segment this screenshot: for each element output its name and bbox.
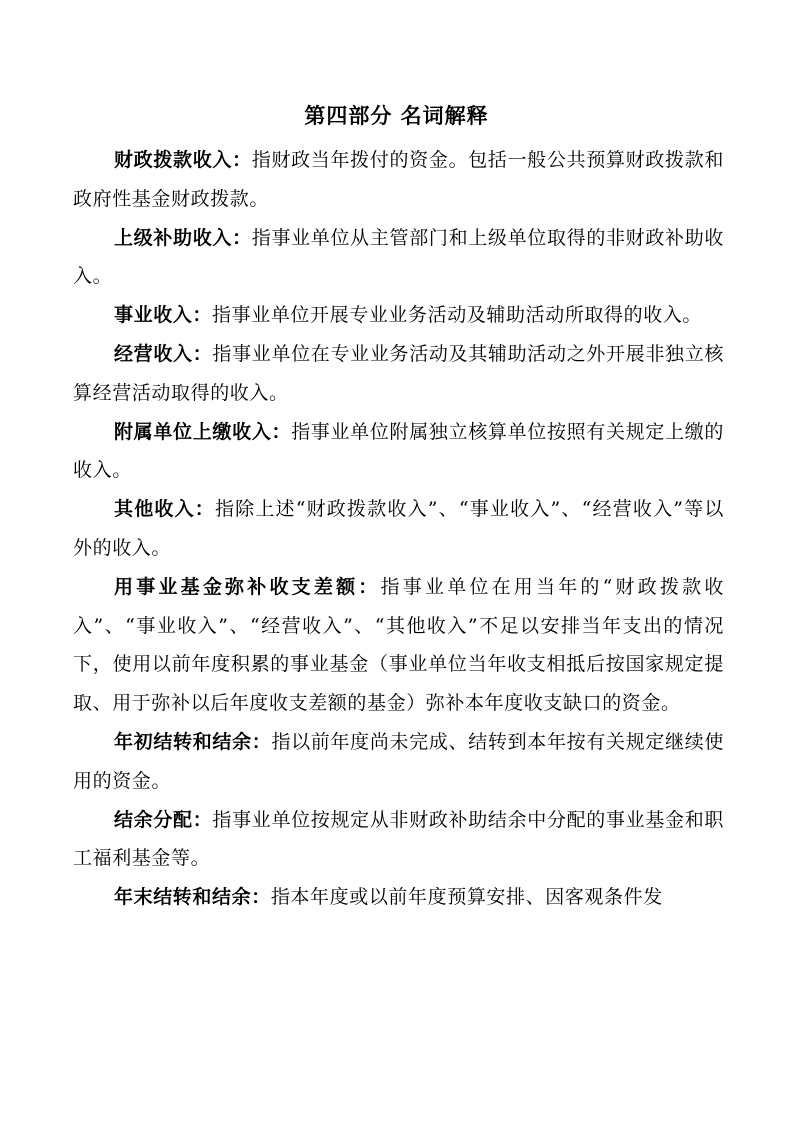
entry-term: 附属单位上缴收入：	[114, 420, 292, 443]
entry-term: 经营收入：	[114, 342, 213, 365]
glossary-entry	[73, 141, 724, 219]
glossary-entry	[73, 296, 724, 335]
page-title: 第四部分 名词解释	[304, 104, 489, 128]
entry-definition: 指事业单位附属独立核算单位按照有关规定上缴的收入。	[73, 420, 724, 482]
entry-definition: 指事业单位开展专业业务活动及辅助活动所取得的收入。	[212, 304, 703, 327]
entry-term: 结余分配：	[114, 808, 213, 831]
glossary-entry	[73, 413, 724, 491]
glossary-entry	[73, 219, 724, 297]
glossary-entry	[73, 490, 724, 568]
entry-term: 财政拨款收入：	[114, 149, 252, 171]
entry-definition: 指以前年度尚未完成、结转到本年按有关规定继续使用的资金。	[73, 730, 724, 792]
entry-term: 年初结转和结余：	[114, 730, 272, 753]
entry-term: 用事业基金弥补收支差额：	[114, 575, 381, 598]
entry-term: 上级补助收入：	[114, 226, 252, 249]
glossary-list	[73, 141, 724, 917]
entry-definition: 指财政当年拨付的资金。包括一般公共预算财政拨款和政府性基金财政拨款。	[73, 149, 724, 210]
entry-term: 年末结转和结余：	[114, 886, 271, 909]
glossary-entry	[73, 878, 724, 917]
entry-definition: 指事业单位在用当年的“财政拨款收入”、“事业收入”、“经营收入”、“其他收入”不足以安排当年支出的情况下，使用以前年度积累的事业基金（事业单位当年收支相抵后按国家规定提取、用于弥补以后年度收支差额的基金）弥补本年度收支缺口的资金。	[73, 575, 724, 715]
glossary-entry	[73, 801, 724, 879]
entry-term: 事业收入：	[114, 304, 213, 327]
entry-term: 其他收入：	[114, 498, 215, 521]
glossary-entry	[73, 335, 724, 413]
glossary-entry	[73, 568, 724, 723]
entry-definition: 指事业单位按规定从非财政补助结余中分配的事业基金和职工福利基金等。	[73, 808, 724, 870]
entry-definition: 指除上述“财政拨款收入”、“事业收入”、“经营收入”等以外的收入。	[73, 498, 724, 559]
glossary-entry	[73, 723, 724, 801]
entry-definition: 指事业单位在专业业务活动及其辅助活动之外开展非独立核算经营活动取得的收入。	[73, 342, 724, 404]
entry-definition: 指本年度或以前年度预算安排、因客观条件发	[270, 886, 663, 909]
entry-definition: 指事业单位从主管部门和上级单位取得的非财政补助收入。	[73, 226, 724, 288]
